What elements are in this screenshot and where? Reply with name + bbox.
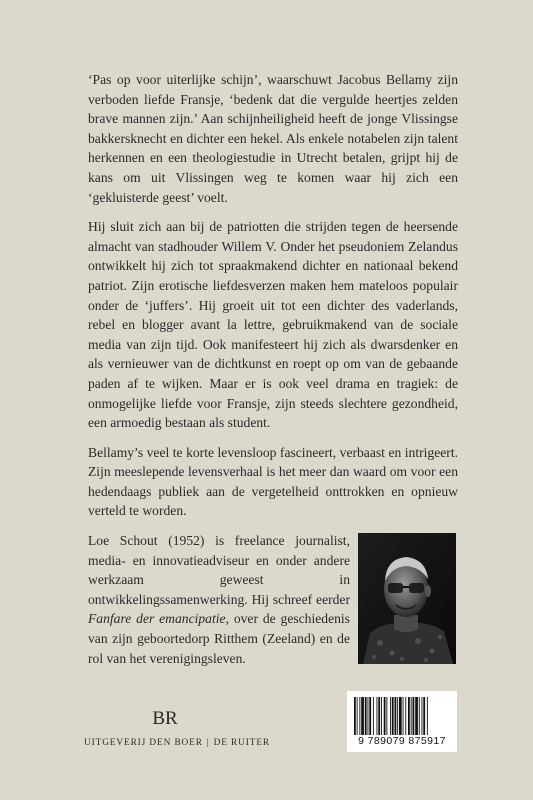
barcode-bar bbox=[419, 697, 420, 735]
barcode-bar bbox=[369, 697, 371, 735]
author-previous-book-title: Fanfare der emancipatie bbox=[88, 611, 226, 627]
barcode-bar bbox=[378, 697, 380, 735]
barcode-bar bbox=[354, 697, 356, 735]
barcode-bar bbox=[422, 697, 423, 735]
barcode-bar bbox=[415, 697, 418, 735]
author-bio-text bbox=[88, 531, 350, 668]
barcode-bars bbox=[354, 697, 450, 735]
author-photo bbox=[358, 533, 456, 664]
barcode-bar bbox=[405, 697, 406, 735]
author-portrait-image bbox=[358, 533, 456, 664]
publisher-separator: | bbox=[206, 738, 210, 748]
barcode-bar bbox=[384, 697, 386, 735]
barcode-bar bbox=[365, 697, 367, 735]
barcode-bar bbox=[427, 697, 428, 735]
barcode-bar bbox=[423, 697, 425, 735]
blurb-paragraph-3: Bellamy’s veel te korte levensloop fascineert, verbaast en intrigeert. Zijn meeslepende levensverhaal is het meer dan waard om voor een hedendaags publiek aan de vergetelheid onttrokken en opnieuw verteld te worden. bbox=[88, 444, 458, 519]
barcode-bar bbox=[377, 697, 378, 735]
author-bio bbox=[88, 531, 350, 668]
barcode-bar bbox=[368, 697, 369, 735]
barcode-bar bbox=[392, 697, 394, 735]
author-bio-end: , over de geschiedenis van zijn geboortedorp Ritthem (Zeeland) en de rol van het verenigingsleven. bbox=[88, 611, 350, 666]
barcode-bar bbox=[399, 697, 402, 735]
publisher-name bbox=[84, 738, 270, 748]
barcode-bar bbox=[397, 697, 398, 735]
barcode-bar bbox=[390, 697, 391, 735]
blurb-paragraph-1: ‘Pas op voor uiterlijke schijn’, waarschuwt Jacobus Bellamy zijn verboden liefde Fransje, ‘bedenk dat die vergulde heertjes zelden brave mannen zijn.’ Aan schijnheiligheid heeft de jonge Vlissingse bakkersknecht en dichter een hekel. Als enkele notabelen zijn talent herkennen en een theologiestudie in Utrecht betalen, grijpt hij de kans om uit Vlissingen weg te komen waar hij zich een ‘gekluisterde geest’ voelt. bbox=[88, 72, 458, 205]
barcode-bar bbox=[413, 697, 415, 735]
barcode-bar bbox=[395, 697, 397, 735]
barcode-bar bbox=[373, 697, 374, 735]
isbn-barcode bbox=[347, 691, 457, 752]
barcode-bar bbox=[361, 697, 364, 735]
isbn-number: 9 789079 875917 bbox=[358, 735, 446, 747]
barcode-bar bbox=[357, 697, 358, 735]
publisher-logo: BR bbox=[152, 708, 178, 729]
barcode-bar bbox=[359, 697, 360, 735]
barcode-bar bbox=[408, 697, 410, 735]
barcode-bar bbox=[386, 697, 387, 735]
barcode-bar bbox=[381, 697, 382, 735]
back-cover-blurb bbox=[88, 70, 458, 531]
publisher-name-part2: DE RUITER bbox=[213, 738, 270, 748]
author-bio-start: Loe Schout (1952) is freelance journalist, media- en innovatieadviseur en onder andere werkzaam geweest in ontwikkelingssamenwerking. Hij schreef eerder bbox=[88, 533, 350, 607]
barcode-bar bbox=[403, 697, 404, 735]
publisher-name-part1: UITGEVERIJ DEN BOER bbox=[84, 738, 203, 748]
blurb-paragraph-2: Hij sluit zich aan bij de patriotten die strijden tegen de heersende almacht van stadhouder Willem V. Onder het pseudoniem Zelandus ontwikkelt hij zich tot spraakmakend dichter en nationaal bekend patriot. Zijn erotische liefdesverzen maken hem mateloos populair onder de ‘juffers’. Hij groeit uit tot een dichter des vaderlands, rebel en blogger avant la lettre, gebruikmakend van de sociale media van zijn tijd. Ook manifesteert hij zich als dwarsdenker en als vernieuwer van de dichtkunst en roept op om van de gebaande paden af te wijken. Maar er is ook veel drama en tragiek: de onmogelijke liefde voor Fransje, zijn steeds slechtere gezondheid, een armoedig bestaan als student. bbox=[88, 219, 458, 431]
barcode-bar bbox=[411, 697, 412, 735]
